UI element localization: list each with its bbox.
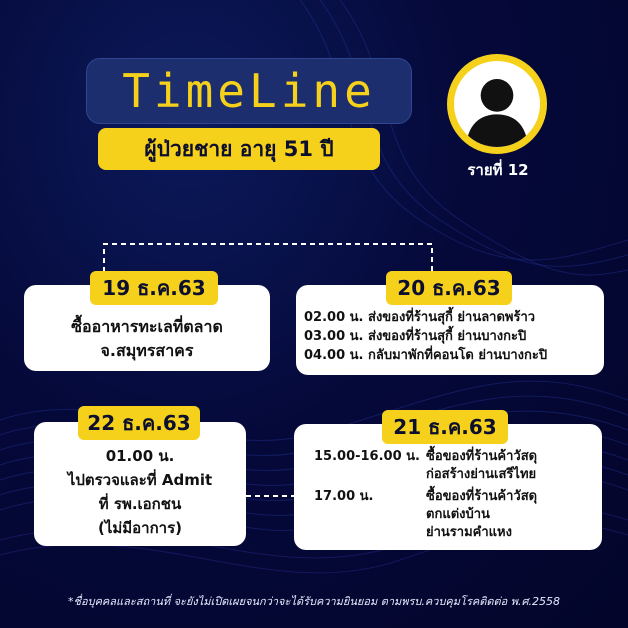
event-20-time-3: 04.00 น. — [304, 348, 364, 363]
event-20-item-1 — [304, 309, 535, 327]
patient-subtitle: ผู้ป่วยชาย อายุ 51 ปี — [98, 128, 380, 170]
event-19-line2: จ.สมุทรสาคร — [100, 341, 194, 360]
footnote: *ชื่อบุคคลและสถานที่ จะยังไม่เปิดเผยจนกว่าจะได้รับความยินยอม ตามพรบ.ควบคุมโรคติดต่อ พ.ศ.2558 — [68, 595, 560, 608]
event-21-item2-line3: ย่านรามคำแหง — [426, 525, 512, 540]
event-22-line4: (ไม่มีอาการ) — [97, 519, 183, 537]
event-22-line3: ที่ รพ.เอกชน — [98, 495, 182, 513]
event-21-time-2: 17.00 น. — [314, 489, 374, 504]
event-21-time-1: 15.00-16.00 น. — [314, 449, 420, 464]
event-20-text-1: ส่งของที่ร้านสุกี้ ย่านลาดพร้าว — [368, 310, 536, 325]
event-22-line2: ไปตรวจและที่ Admit — [67, 471, 213, 489]
event-22-line1: 01.00 น. — [105, 447, 175, 465]
event-21-item1-line2: ก่อสร้างย่านเสรีไทย — [426, 467, 537, 482]
date-badge-20: 20 ธ.ค.63 — [386, 271, 512, 305]
date-badge-19: 19 ธ.ค.63 — [90, 271, 218, 305]
event-20-text-2: ส่งของที่ร้านสุกี้ ย่านบางกะปิ — [368, 329, 527, 344]
event-20-item-2 — [304, 328, 526, 346]
avatar — [447, 54, 547, 154]
event-19-line1: ซื้ออาหารทะเลที่ตลาด — [71, 317, 223, 336]
event-20-time-2: 03.00 น. — [304, 329, 364, 344]
event-21-item1-line1: ซื้อของที่ร้านค้าวัสดุ — [426, 449, 538, 464]
event-20-text-3: กลับมาพักที่คอนโด ย่านบางกะปิ — [368, 348, 548, 363]
case-number-label: รายที่ 12 — [467, 161, 529, 179]
event-20-item-3 — [304, 347, 547, 365]
page-title: TimeLine — [122, 64, 376, 118]
event-21-item2-line1: ซื้อของที่ร้านค้าวัสดุ — [426, 489, 538, 504]
event-21-item2-line2: ตกแต่งบ้าน — [426, 507, 490, 522]
date-badge-22: 22 ธ.ค.63 — [78, 406, 200, 440]
title-panel — [86, 58, 412, 124]
event-card-22 — [34, 422, 246, 546]
event-20-time-1: 02.00 น. — [304, 310, 364, 325]
person-silhouette-icon — [454, 61, 540, 147]
date-badge-21: 21 ธ.ค.63 — [382, 410, 508, 444]
